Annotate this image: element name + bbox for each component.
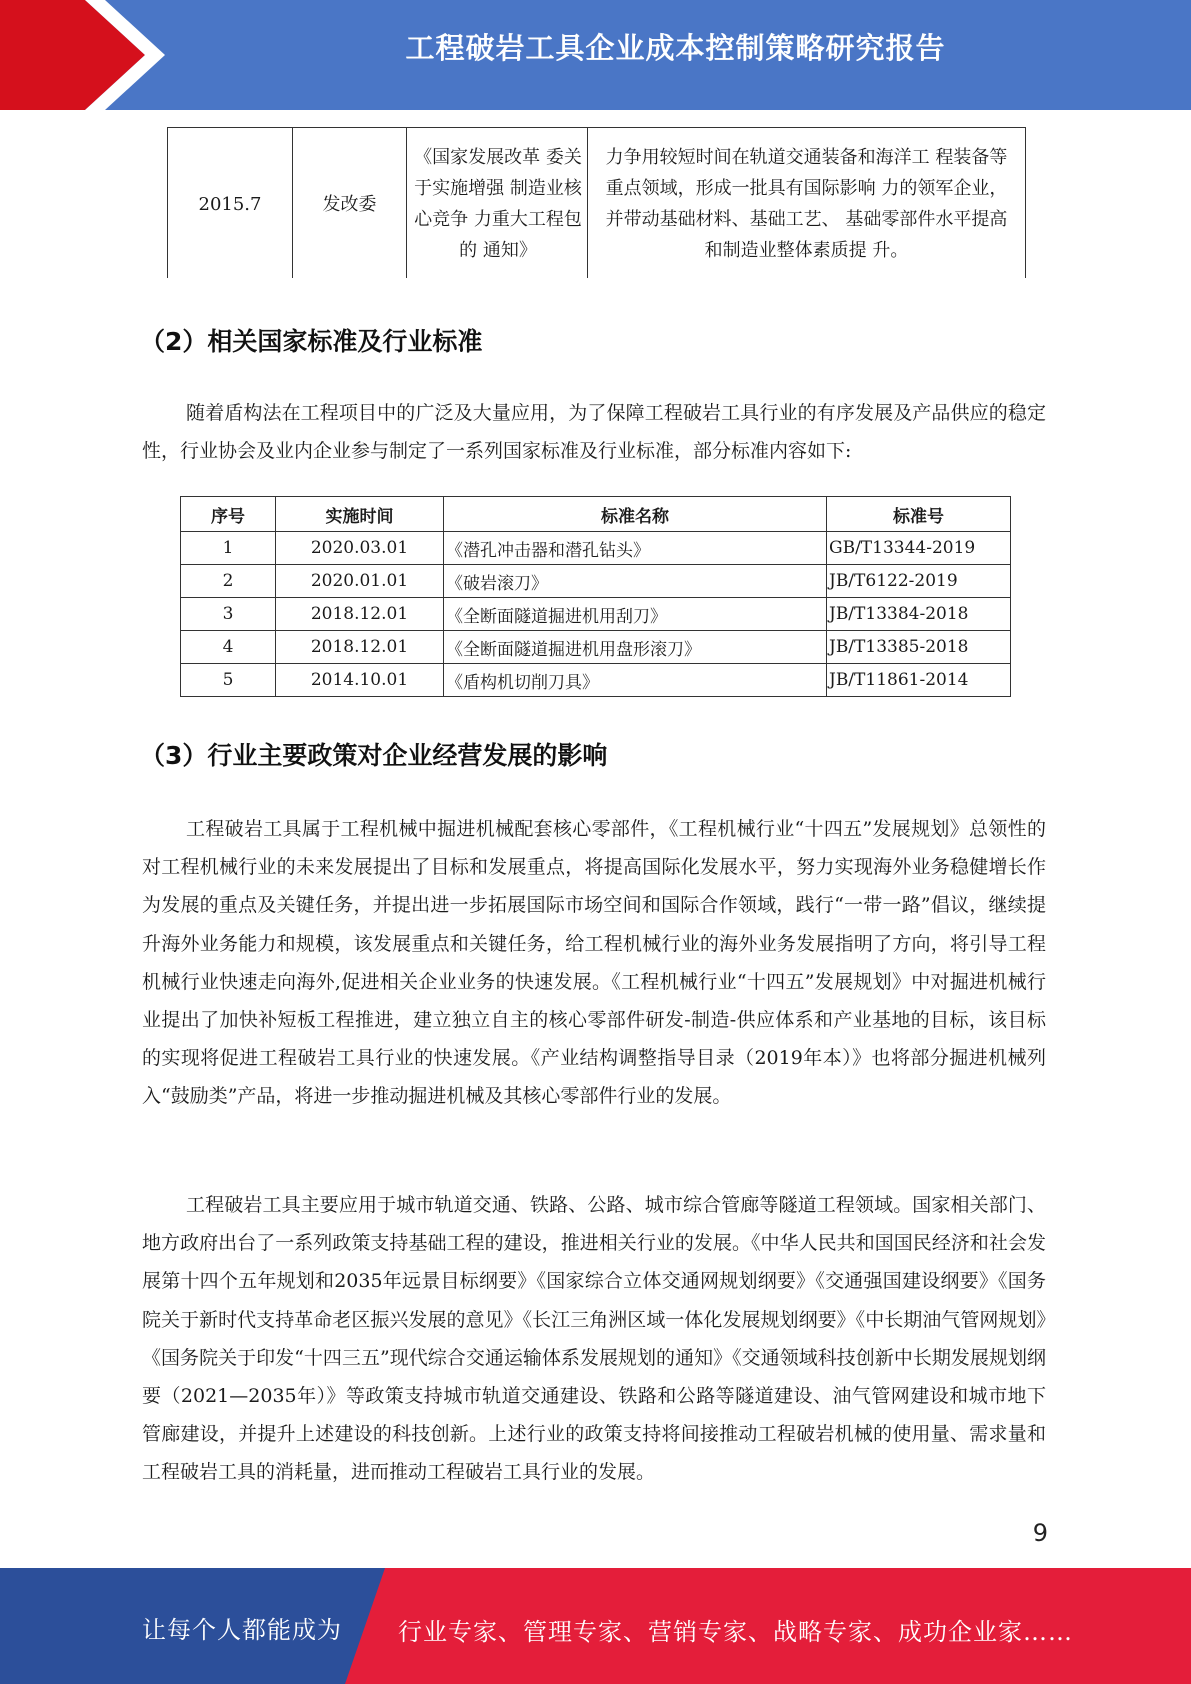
page-header <box>0 0 1191 110</box>
standards-table <box>180 496 1011 697</box>
policy-impact-paragraph-1: 工程破岩工具属于工程机械中掘进机械配套核心零部件，《工程机械行业“十四五”发展规划》总领性的对工程机械行业的未来发展提出了目标和发展重点，将提高国际化发展水平，努力实现海外业务稳健增长作为发展的重点及关键任务，并提出进一步拓展国际市场空间和国际合作领域，践行“一带一路”倡议，继续提升海外业务能力和规模，该发展重点和关键任务，给工程机械行业的海外业务发展指明了方向，将引导工程机械行业快速走向海外,促进相关企业业务的快速发展。《工程机械行业“十四五”发展规划》中对掘进机械行业提出了加快补短板工程推进，建立独立自主的核心零部件研发-制造-供应体系和产业基地的目标，该目标的实现将促进工程破岩工具行业的快速发展。《产业结构调整指导目录（2019年本）》也将部分掘进机械列入“鼓励类”产品，将进一步推动掘进机械及其核心零部件行业的发展。 <box>142 818 1046 1108</box>
cell-name: 《盾构机切削刀具》 <box>444 664 827 697</box>
cell-date: 2018.12.01 <box>276 631 444 664</box>
footer-slogan-left: 让每个人都能成为 <box>142 1616 342 1644</box>
cell-name: 《破岩滚刀》 <box>444 565 827 598</box>
table-row <box>181 664 1011 697</box>
section-heading-standards: （2）相关国家标准及行业标准 <box>140 327 483 356</box>
policy-content: 力争用较短时间在轨道交通装备和海洋工 程装备等重点领域，形成一批具有国际影响 力的领军企业，并带动基础材料、基础工艺、 基础零部件水平提高和制造业整体素质提 升。 <box>588 128 1026 279</box>
table-row <box>181 631 1011 664</box>
table-header-row <box>181 497 1011 532</box>
cell-index: 2 <box>181 565 276 598</box>
cell-index: 3 <box>181 598 276 631</box>
table-row <box>181 532 1011 565</box>
table-row <box>181 598 1011 631</box>
policy-document: 《国家发展改革 委关于实施增强 制造业核心竞争 力重大工程包的 通知》 <box>407 128 588 279</box>
column-header-index: 序号 <box>181 497 276 532</box>
policy-impact-paragraph-2: 工程破岩工具主要应用于城市轨道交通、铁路、公路、城市综合管廊等隧道工程领域。国家相关部门、地方政府出台了一系列政策支持基础工程的建设，推进相关行业的发展。《中华人民共和国国民经济和社会发展第十四个五年规划和2035年远景目标纲要》《国家综合立体交通网规划纲要》《交通强国建设纲要》《国务院关于新时代支持革命老区振兴发展的意见》《长江三角洲区域一体化发展规划纲要》《中长期油气管网规划》《国务院关于印发“十四三五”现代综合交通运输体系发展规划的通知》《交通领域科技创新中长期发展规划纲要（2021—2035年）》等政策支持城市轨道交通建设、铁路和公路等隧道建设、油气管网建设和城市地下管廊建设，并提升上述建设的科技创新。上述行业的政策支持将间接推动工程破岩机械的使用量、需求量和工程破岩工具的消耗量，进而推动工程破岩工具行业的发展。 <box>142 1194 1046 1484</box>
standards-intro-paragraph: 随着盾构法在工程项目中的广泛及大量应用，为了保障工程破岩工具行业的有序发展及产品供应的稳定性，行业协会及业内企业参与制定了一系列国家标准及行业标准，部分标准内容如下: <box>142 402 1046 463</box>
cell-date: 2020.01.01 <box>276 565 444 598</box>
column-header-code: 标准号 <box>827 497 1011 532</box>
column-header-date: 实施时间 <box>276 497 444 532</box>
footer-slogan-right: 行业专家、管理专家、营销专家、战略专家、成功企业家…… <box>398 1618 1073 1646</box>
page-number: 9 <box>1032 1519 1048 1547</box>
cell-name: 《潜孔冲击器和潜孔钻头》 <box>444 532 827 565</box>
table-row <box>181 565 1011 598</box>
cell-code: JB/T13384-2018 <box>827 598 1011 631</box>
cell-code: JB/T13385-2018 <box>827 631 1011 664</box>
cell-date: 2020.03.01 <box>276 532 444 565</box>
page-footer <box>0 1568 1191 1684</box>
cell-code: JB/T6122-2019 <box>827 565 1011 598</box>
cell-index: 5 <box>181 664 276 697</box>
cell-code: GB/T13344-2019 <box>827 532 1011 565</box>
policy-table <box>167 127 1026 278</box>
table-row <box>168 128 1026 279</box>
policy-agency: 发改委 <box>293 128 407 279</box>
cell-date: 2014.10.01 <box>276 664 444 697</box>
cell-name: 《全断面隧道掘进机用盘形滚刀》 <box>444 631 827 664</box>
cell-index: 4 <box>181 631 276 664</box>
report-title: 工程破岩工具企业成本控制策略研究报告 <box>405 31 946 65</box>
cell-name: 《全断面隧道掘进机用刮刀》 <box>444 598 827 631</box>
policy-date: 2015.7 <box>168 128 293 279</box>
column-header-name: 标准名称 <box>444 497 827 532</box>
cell-index: 1 <box>181 532 276 565</box>
cell-code: JB/T11861-2014 <box>827 664 1011 697</box>
section-heading-policy-impact: （3）行业主要政策对企业经营发展的影响 <box>140 741 608 770</box>
cell-date: 2018.12.01 <box>276 598 444 631</box>
